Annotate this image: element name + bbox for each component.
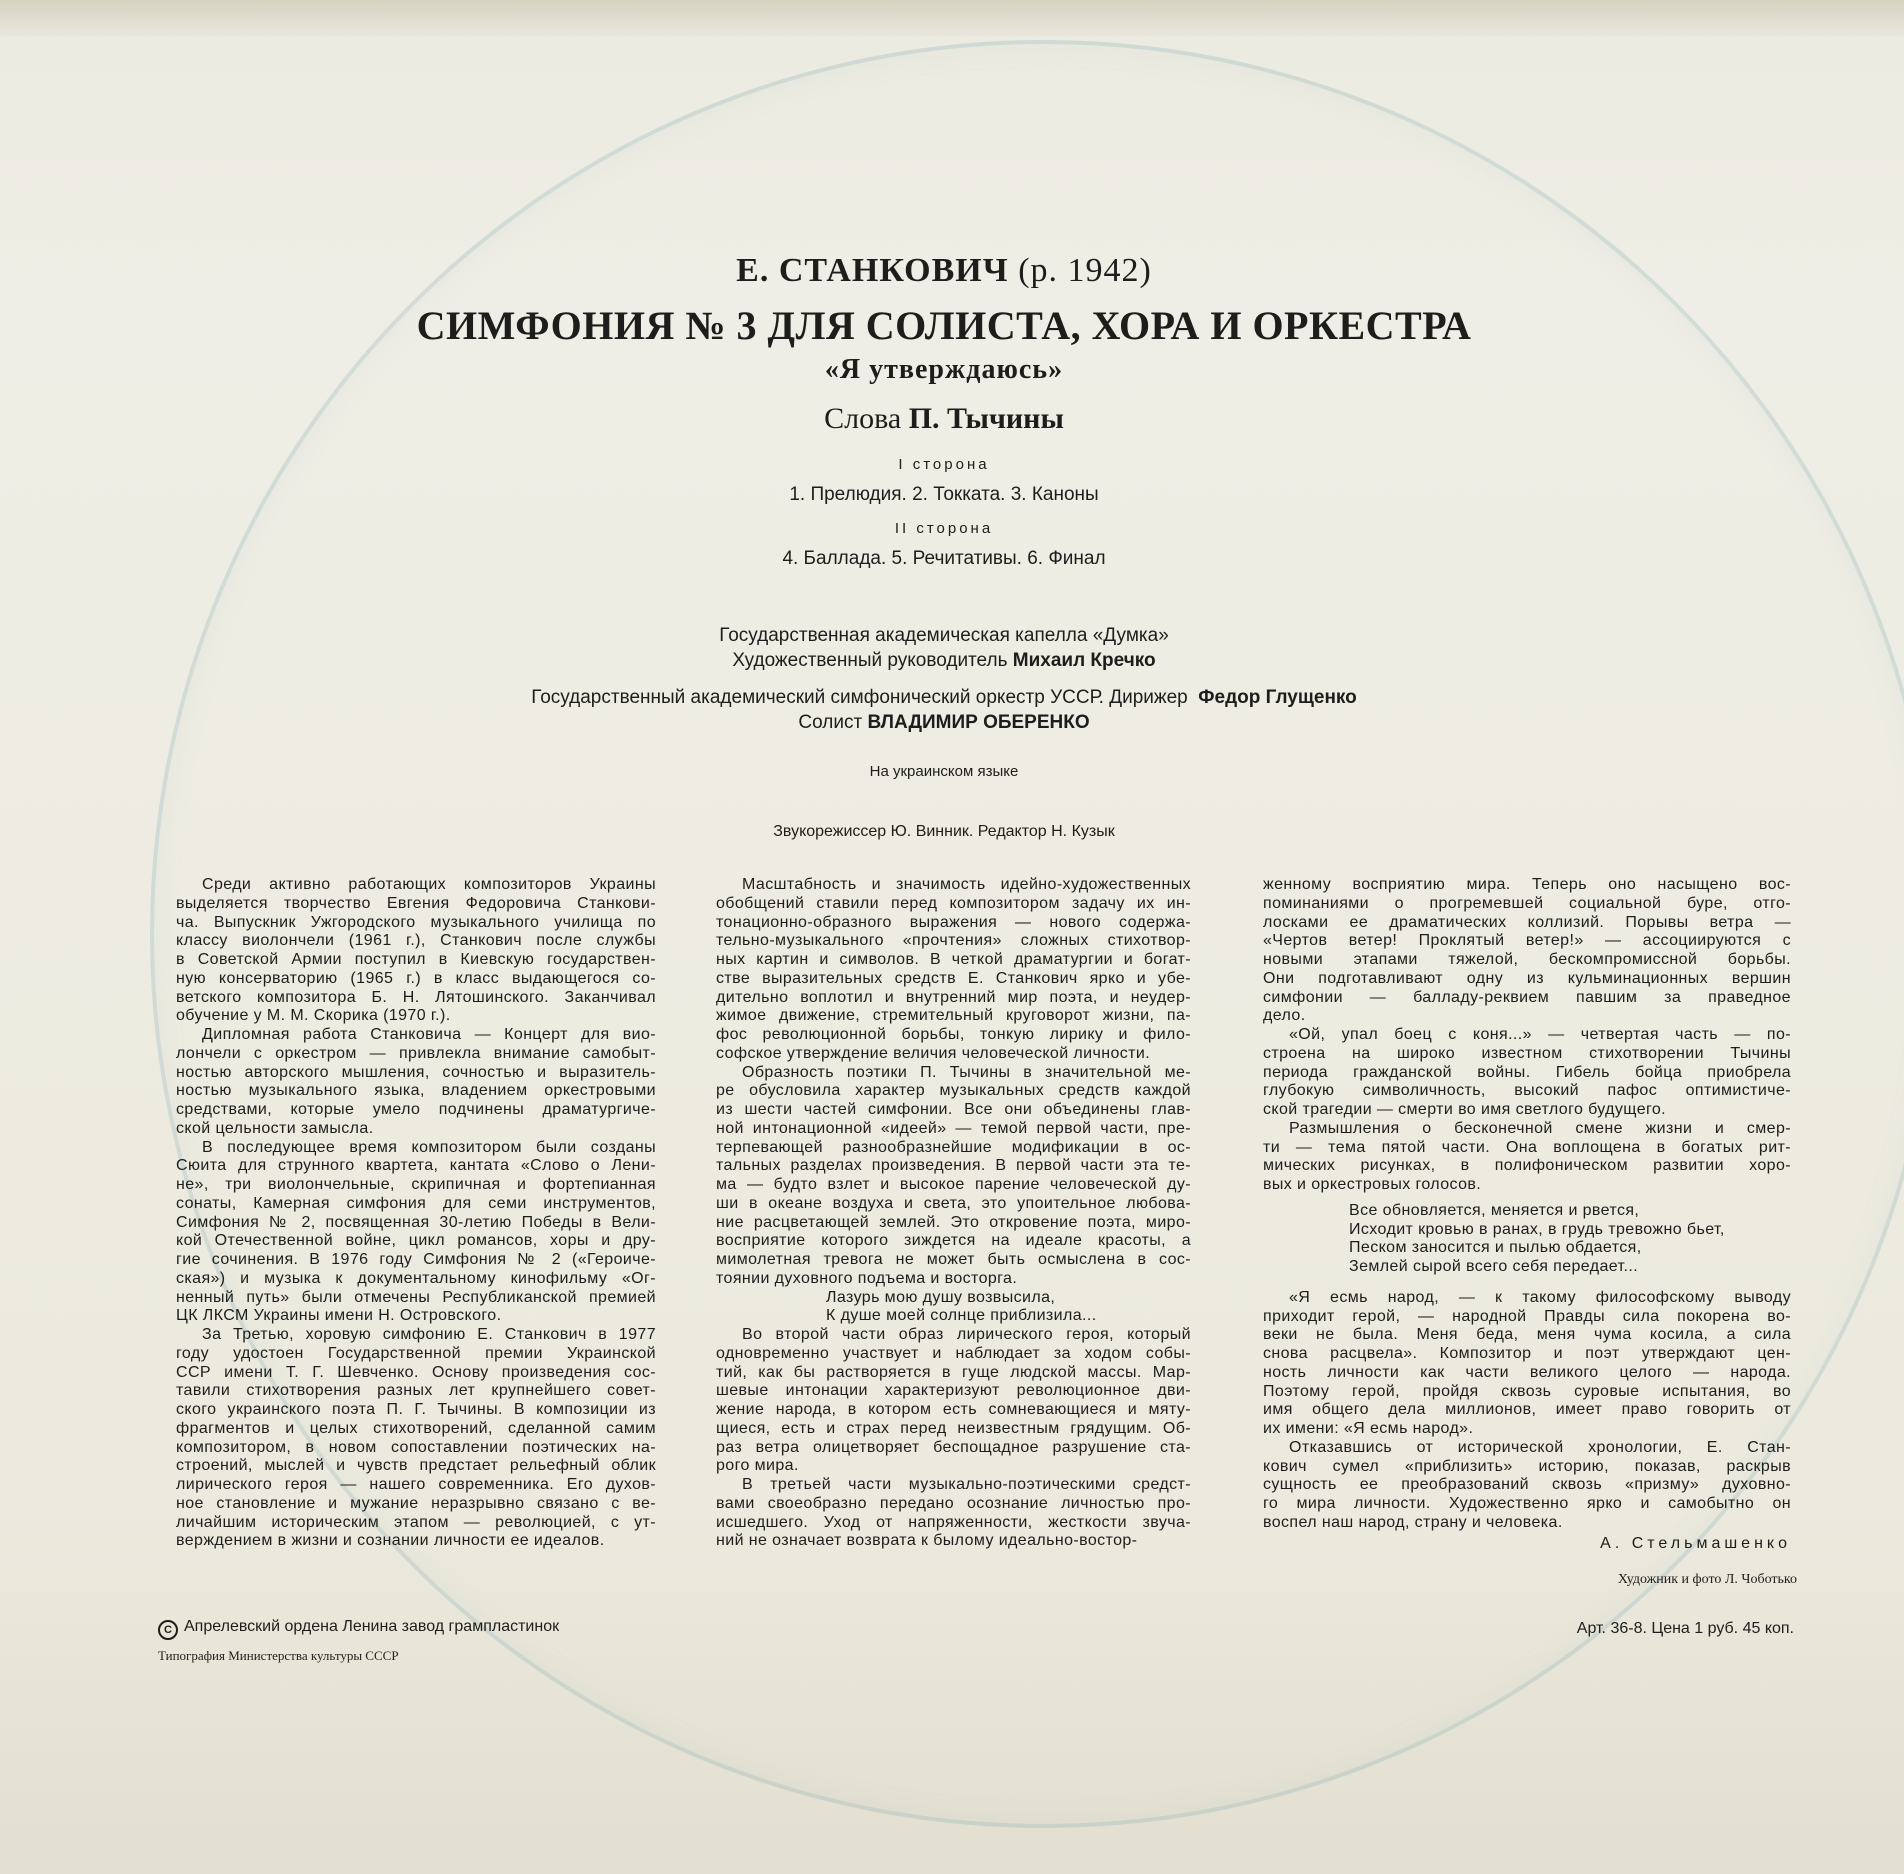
text-line: верждением в жизни и сознании личности ее идеалов. (176, 1532, 605, 1550)
text-line: классу виолончели (1961 г.), Станкович после службы (176, 932, 656, 950)
text-line: Отказавшись от исторической хронологии, Е. Стан- (1289, 1438, 1791, 1456)
soloist-name: ВЛАДИМИР ОБЕРЕНКО (867, 712, 1090, 733)
footer-publisher (158, 1618, 559, 1664)
price-info: Арт. 36-8. Цена 1 руб. 45 коп. (1576, 1620, 1794, 1637)
paragraph (716, 1476, 1191, 1551)
text-line: поминаниями о прогремевшей социальной буре, отго- (1263, 894, 1791, 912)
text-line: Симфония № 2, посвященная 30-летию Победы в Вели- (176, 1213, 656, 1231)
text-line: фос революционной борьбы, тонкую лирику и фило- (716, 1026, 1191, 1043)
manufacturer: Апрелевский ордена Ленина завод грампластинок (184, 1618, 560, 1635)
text-line: ностью музыкального языка, владением оркестровыми (176, 1082, 656, 1100)
text-line: тавили стихотворения разных лет крупнейшего совет- (176, 1382, 656, 1400)
verse-quote (716, 1289, 1191, 1327)
paragraph (1263, 876, 1791, 1026)
text-line: средствами, которые умело подчинены драматургиче- (176, 1101, 656, 1118)
composer-line (0, 252, 1888, 302)
verse-line: Исходит кровью в ранах, в грудь тревожно бьет, (1349, 1220, 1725, 1238)
soloist-label: Солист (798, 712, 863, 733)
text-line: За Третью, хоровую симфонию Е. Станкович в 1977 (202, 1326, 656, 1343)
poet-name: П. Тычины (908, 402, 1064, 435)
text-line: ветского композитора Б. Н. Лятошинского. Заканчивал (176, 988, 656, 1006)
text-line: глубокую символичность, высокий пафос оптимистиче- (1263, 1082, 1791, 1100)
text-line: симфонии — балладу-реквием павшим за праведное (1263, 988, 1791, 1006)
text-line: ных картин и символов. В четкой драматургии и богат- (716, 951, 1191, 968)
text-line: вых и оркестровых голосов. (1263, 1176, 1482, 1193)
text-line: ши в океане воздуха и света, это упоительное любова- (716, 1194, 1191, 1212)
text-line: Они подготавливают одну из кульминационных вершин (1263, 969, 1791, 987)
text-line: ского украинского поэта П. Г. Тычины. В композиции из (176, 1401, 656, 1418)
text-line: жимое движение, стремительный круговорот жизни, па- (716, 1007, 1191, 1025)
text-line: из шести частей симфонии. Все они объединены глав- (716, 1101, 1191, 1118)
text-line: «Чертов ветер! Проклятый ветер!» — ассоциируются с (1263, 932, 1791, 950)
paragraph (1263, 1120, 1791, 1195)
text-line: Масштабность и значимость идейно-художественных (742, 876, 1191, 893)
engineer-credit: Звукорежиссер Ю. Винник. Редактор Н. Кузык (773, 823, 1115, 840)
text-line: щиеся, есть и страх перед неизвестным грядущим. Об- (716, 1419, 1191, 1437)
album-header (0, 252, 1888, 580)
work-subtitle: «Я утверждаюсь» (824, 354, 1064, 385)
text-line: ное становление и мужание неразрывно связано с ве- (176, 1494, 656, 1512)
text-column-1 (176, 876, 656, 1551)
director-credit (0, 650, 1888, 675)
orchestra-name: Государственный академический симфонический оркестр УССР. Дирижер (531, 687, 1188, 708)
text-line: Среди активно работающих композиторов Украины (202, 876, 656, 893)
text-line: ССР имени Т. Г. Шевченко. Основу произведения сос- (176, 1363, 656, 1381)
text-line: ний не означает возврата к былому идеально-востор- (716, 1532, 1138, 1550)
verse-line: Все обновляется, меняется и рвется, (1349, 1201, 1640, 1219)
paragraph (1263, 1026, 1791, 1120)
text-line: их имени: «Я есмь народ». (1263, 1420, 1474, 1437)
paragraph (176, 1139, 656, 1327)
text-line: Сюита для струнного квартета, кантата «Слово о Лени- (176, 1157, 656, 1175)
text-column-3 (1263, 876, 1791, 1553)
text-line: мических рисунках, в полифоническом развитии хоро- (1263, 1157, 1791, 1175)
printer: Типография Министерства культуры СССР (158, 1648, 399, 1663)
orchestra-credit (0, 687, 1888, 712)
choir-credit: Государственная академическая капелла «Думка» (719, 625, 1169, 646)
text-line: ностью авторского мышления, сочностью и выразитель- (176, 1063, 656, 1081)
text-line: раз ветра олицетворяет беспощадное разрушение ста- (716, 1438, 1191, 1456)
text-column-2 (716, 876, 1191, 1551)
lyrics-credit (0, 402, 1888, 452)
text-line: не», три виолончельные, скрипичная и фортепианная (176, 1176, 656, 1193)
text-line: тальных разделах произведения. В первой части эта те- (716, 1157, 1191, 1175)
text-line: ную консерваторию (1965 г.) в класс выдающегося со- (176, 969, 656, 987)
text-line: Дипломная работа Станковича — Концерт для вио- (202, 1026, 656, 1043)
text-line: приходит герой, — народной Правды сила покорена во- (1263, 1307, 1791, 1325)
text-line: веки не была. Меня беда, меня чума косила, а сила (1263, 1326, 1791, 1344)
text-line: тий, как бы растворяется в гуще людской массы. Мар- (716, 1363, 1191, 1381)
paragraph (716, 876, 1191, 1064)
text-line: композитором, в новом сопоставлении поэтических на- (176, 1438, 656, 1456)
paragraph (176, 1026, 656, 1139)
text-line: году удостоен Государственной премии Украинской (176, 1344, 656, 1362)
text-line: мимолетная тревога не может быть осмыслена в сос- (716, 1251, 1191, 1268)
text-line: кой Отечественной войне, цикл романсов, хоры и дру- (176, 1232, 656, 1250)
text-line: сущность ее преобразований сквозь «призму» духовно- (1263, 1476, 1791, 1494)
text-line: вами своеобразно передано осознание личностью про- (716, 1494, 1191, 1512)
side-2-tracks: 4. Баллада. 5. Речитативы. 6. Финал (782, 548, 1106, 569)
text-line: дительно воплотил и внутренний мир поэта, и неудер- (716, 988, 1191, 1006)
text-line: лирического героя — нашего современника. Его духов- (176, 1476, 656, 1493)
text-line: ти — тема пятой части. Она воплощена в богатых рит- (1263, 1138, 1791, 1156)
text-line: ЦК ЛКСМ Украины имени Н. Островского. (176, 1307, 502, 1325)
text-line: выделяется творчество Евгения Федоровича Станкови- (176, 894, 656, 912)
words-label: Слова (824, 402, 902, 435)
text-line: имя общего дела миллионов, имеет право говорить от (1263, 1401, 1791, 1419)
verse-line: Песком заносится и пылью обдается, (1349, 1239, 1642, 1257)
text-line: фрагментов и целых стихотворений, сделанной самим (176, 1419, 656, 1437)
side-1-tracks: 1. Прелюдия. 2. Токката. 3. Каноны (789, 484, 1099, 505)
text-line: кович сумел «приблизить» историю, показав, раскрыв (1263, 1457, 1791, 1475)
language-note: На украинском языке (869, 763, 1019, 780)
composer-years: (р. 1942) (1018, 252, 1152, 289)
text-line: обобщений ставили перед композитором задачу их ин- (716, 894, 1191, 912)
paragraph (1263, 1439, 1791, 1533)
text-line: ской цельности замысла. (176, 1119, 374, 1137)
text-line: ре обусловила характер музыкальных средств каждой (716, 1082, 1191, 1100)
text-line: тоянии духовного подъема и восторга. (716, 1269, 1018, 1287)
text-line: воспел наш народ, страну и человека. (1263, 1513, 1563, 1531)
text-line: ча. Выпускник Ужгородского музыкального училища по (176, 913, 656, 931)
copyright-icon: C (158, 1620, 178, 1640)
verse-quote (1263, 1202, 1791, 1277)
text-line: восприятие которого зиждется на идеале красоты, а (716, 1232, 1191, 1250)
text-line: лончели с оркестром — привлекла внимание самобыт- (176, 1044, 656, 1062)
text-line: Во второй части образ лирического героя, который (742, 1326, 1191, 1343)
text-line: Поэтому герой, пройдя сквозь суровые испытания, во (1263, 1382, 1791, 1400)
text-line: гие сочинения. В 1976 году Симфония № 2 («Героиче- (176, 1251, 656, 1268)
artist-credit: Художник и фото Л. Чоботько (1617, 1572, 1797, 1587)
performer-credits (0, 625, 1888, 848)
side-2-label: II сторона (894, 520, 994, 537)
text-line: го мира личности. Художественно ярко и самобытно он (1263, 1495, 1791, 1512)
author-signature: А. Стельмашенко (1600, 1534, 1791, 1552)
text-line: рого мира. (716, 1457, 799, 1475)
text-line: стве выразительных средств Е. Станкович ярко и убе- (716, 969, 1191, 987)
text-line: исшедшего. Уход от напряженности, жесткости звуча- (716, 1513, 1191, 1531)
text-line: ность личности как части великого целого — народа. (1263, 1363, 1791, 1381)
text-line: ной интонационной «идеей» — темой первой части, пре- (716, 1119, 1191, 1137)
text-line: «Я есмь народ, — к такому философскому выводу (1289, 1288, 1791, 1306)
paragraph (716, 1326, 1191, 1476)
text-line: В последующее время композитором были созданы (202, 1138, 656, 1156)
paragraph (176, 876, 656, 1026)
conductor-name: Федор Глущенко (1198, 687, 1357, 708)
composer-name: Е. СТАНКОВИЧ (736, 252, 1009, 289)
paragraph (716, 1064, 1191, 1289)
text-line: личайшим историческим этапом — революцией, с ут- (176, 1513, 656, 1531)
verse-line: К душе моей солнце приблизила... (826, 1307, 1097, 1325)
text-line: ма — будто взлет и высокое парение человеческой ду- (716, 1176, 1191, 1193)
text-line: софское утверждение величия человеческой личности. (716, 1044, 1151, 1062)
text-line: лосками ее драматических коллизий. Порывы ветра — (1263, 913, 1791, 931)
text-line: терпевающей разнообразнейшие модификации в ос- (716, 1138, 1191, 1156)
text-line: новыми этапами тяжелой, бескомпромиссной борьбы. (1263, 951, 1791, 968)
text-line: женному восприятию мира. Теперь оно насыщено вос- (1263, 876, 1791, 893)
paragraph (1263, 1289, 1791, 1439)
text-line: В третьей части музыкально-поэтическими средст- (742, 1476, 1191, 1493)
text-line: ненный путь» были отмечены Республиканской премией (176, 1288, 656, 1306)
director-name: Михаил Кречко (1012, 650, 1156, 671)
manufacturer-line (158, 1618, 559, 1640)
text-line: периода гражданской войны. Гибель бойца приобрела (1263, 1063, 1791, 1081)
text-line: Образность поэтики П. Тычины в значительной ме- (742, 1063, 1191, 1081)
text-line: тонационно-образного выражения — нового содержа- (716, 913, 1191, 931)
text-line: дело. (1263, 1007, 1306, 1025)
text-line: тельно-музыкального «прочтения» сложных стихотвор- (716, 932, 1191, 950)
text-line: жение народа, в котором есть сомневающиеся и мяту- (716, 1401, 1191, 1418)
work-title: СИМФОНИЯ № 3 ДЛЯ СОЛИСТА, ХОРА И ОРКЕСТРА (416, 303, 1472, 348)
sleeve-top-edge (0, 0, 1904, 36)
text-line: ская») и музыка к документальному кинофильму «Ог- (176, 1269, 656, 1287)
text-line: строений, мыслей и чувств предстает рельефный облик (176, 1457, 656, 1475)
text-line: сонаты, Камерная симфония для семи инструментов, (176, 1194, 656, 1212)
paragraph (176, 1326, 656, 1551)
text-line: строена на широко известном стихотворении Тычины (1263, 1044, 1791, 1062)
director-label: Художественный руководитель (732, 650, 1008, 671)
text-line: шевые интонации характеризуют революционное дви- (716, 1382, 1191, 1400)
verse-line: Лазурь мою душу возвысила, (826, 1288, 1056, 1306)
verse-line: Землей сырой всего себя передает... (1349, 1258, 1639, 1275)
text-line: одновременно участвует и наблюдает за ходом собы- (716, 1344, 1191, 1362)
text-line: ской трагедии — смерти во имя светлого будущего. (1263, 1101, 1667, 1118)
text-line: «Ой, упал боец с коня...» — четвертая часть — по- (1289, 1026, 1791, 1043)
soloist-credit (0, 712, 1888, 737)
text-line: Размышления о бесконечной смене жизни и смер- (1289, 1119, 1791, 1137)
text-line: обучение у М. М. Скорика (1970 г.). (176, 1007, 451, 1025)
side-1-label: I сторона (898, 456, 990, 473)
text-line: ние расцветающей землей. Это откровение поэта, миро- (716, 1213, 1191, 1231)
text-line: в Советской Армии поступил в Киевскую государствен- (176, 951, 656, 968)
text-line: снова расцвела». Композитор и поэт утверждают цен- (1263, 1345, 1791, 1362)
